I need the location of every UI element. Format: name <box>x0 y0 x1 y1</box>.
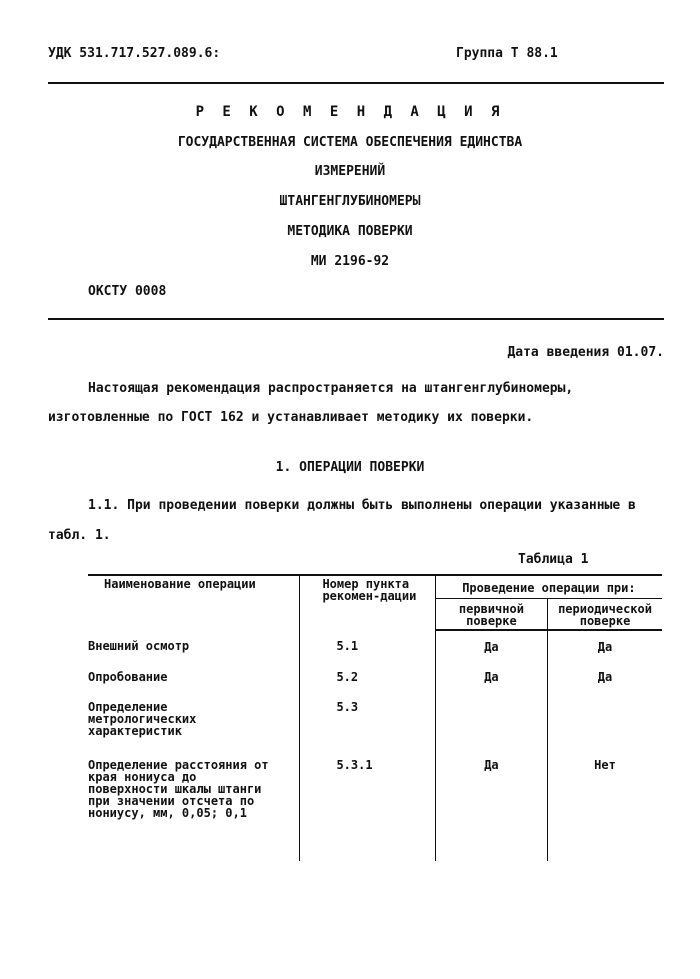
instrument-title: ШТАНГЕНГЛУБИНОМЕРЫ <box>279 194 421 209</box>
header-group: Проведение операции при: <box>435 575 662 599</box>
header-number: Номер пункта рекомен-дации <box>300 575 435 630</box>
operations-table <box>88 574 662 861</box>
row-number: 5.2 <box>300 669 435 699</box>
row-name: Определение расстояния от края нониуса до поверхности шкалы штанги при значении отсчета по нониусу, мм, 0,05; 0,1 <box>88 758 269 820</box>
table-label: Таблица 1 <box>518 552 589 567</box>
title-rule <box>48 318 664 320</box>
table-row <box>88 669 662 699</box>
table-row <box>88 757 662 861</box>
table-row <box>88 630 662 669</box>
header-primary: первичной поверке <box>435 599 547 631</box>
intro-paragraph: Настоящая рекомендация распространяется на штангенглубиномеры, изготовленные по ГОСТ 162 и устанавливает методику их поверки. <box>48 381 574 425</box>
header-name: Наименование операции <box>88 575 300 630</box>
row-periodic <box>548 699 662 757</box>
header-periodic: периодической поверке <box>548 599 662 631</box>
row-periodic: Нет <box>548 757 662 861</box>
row-number: 5.1 <box>300 630 435 669</box>
clause-1-1: 1.1. При проведении поверки должны быть выполнены операции указанные в табл. 1. <box>48 498 636 543</box>
udk-code: УДК 531.717.527.089.6: <box>48 46 221 61</box>
table-row <box>88 699 662 757</box>
row-primary: Да <box>435 630 547 669</box>
row-name: Внешний осмотр <box>88 639 190 653</box>
row-number: 5.3.1 <box>300 757 435 861</box>
system-title: ГОСУДАРСТВЕННАЯ СИСТЕМА ОБЕСПЕЧЕНИЯ ЕДИНСТВА <box>177 135 523 150</box>
top-rule <box>48 82 664 84</box>
section-title: 1. ОПЕРАЦИИ ПОВЕРКИ <box>275 460 425 475</box>
row-number: 5.3 <box>300 699 435 757</box>
oksstu-code: ОКСТУ 0008 <box>88 284 167 299</box>
row-name: Определение метрологических характеристик <box>88 700 197 738</box>
row-periodic: Да <box>548 669 662 699</box>
date-label: Дата введения 01.07. <box>507 345 664 360</box>
row-name: Опробование <box>88 670 168 684</box>
system-title-cont: ИЗМЕРЕНИЙ <box>314 164 386 179</box>
doc-type-title: Р Е К О М Е Н Д А Ц И Я <box>195 104 505 120</box>
row-periodic: Да <box>548 630 662 669</box>
row-primary: Да <box>435 757 547 861</box>
row-primary: Да <box>435 669 547 699</box>
group-code: Группа Т 88.1 <box>456 46 558 61</box>
doc-number: МИ 2196-92 <box>310 254 390 269</box>
row-primary <box>435 699 547 757</box>
method-title: МЕТОДИКА ПОВЕРКИ <box>287 224 413 239</box>
